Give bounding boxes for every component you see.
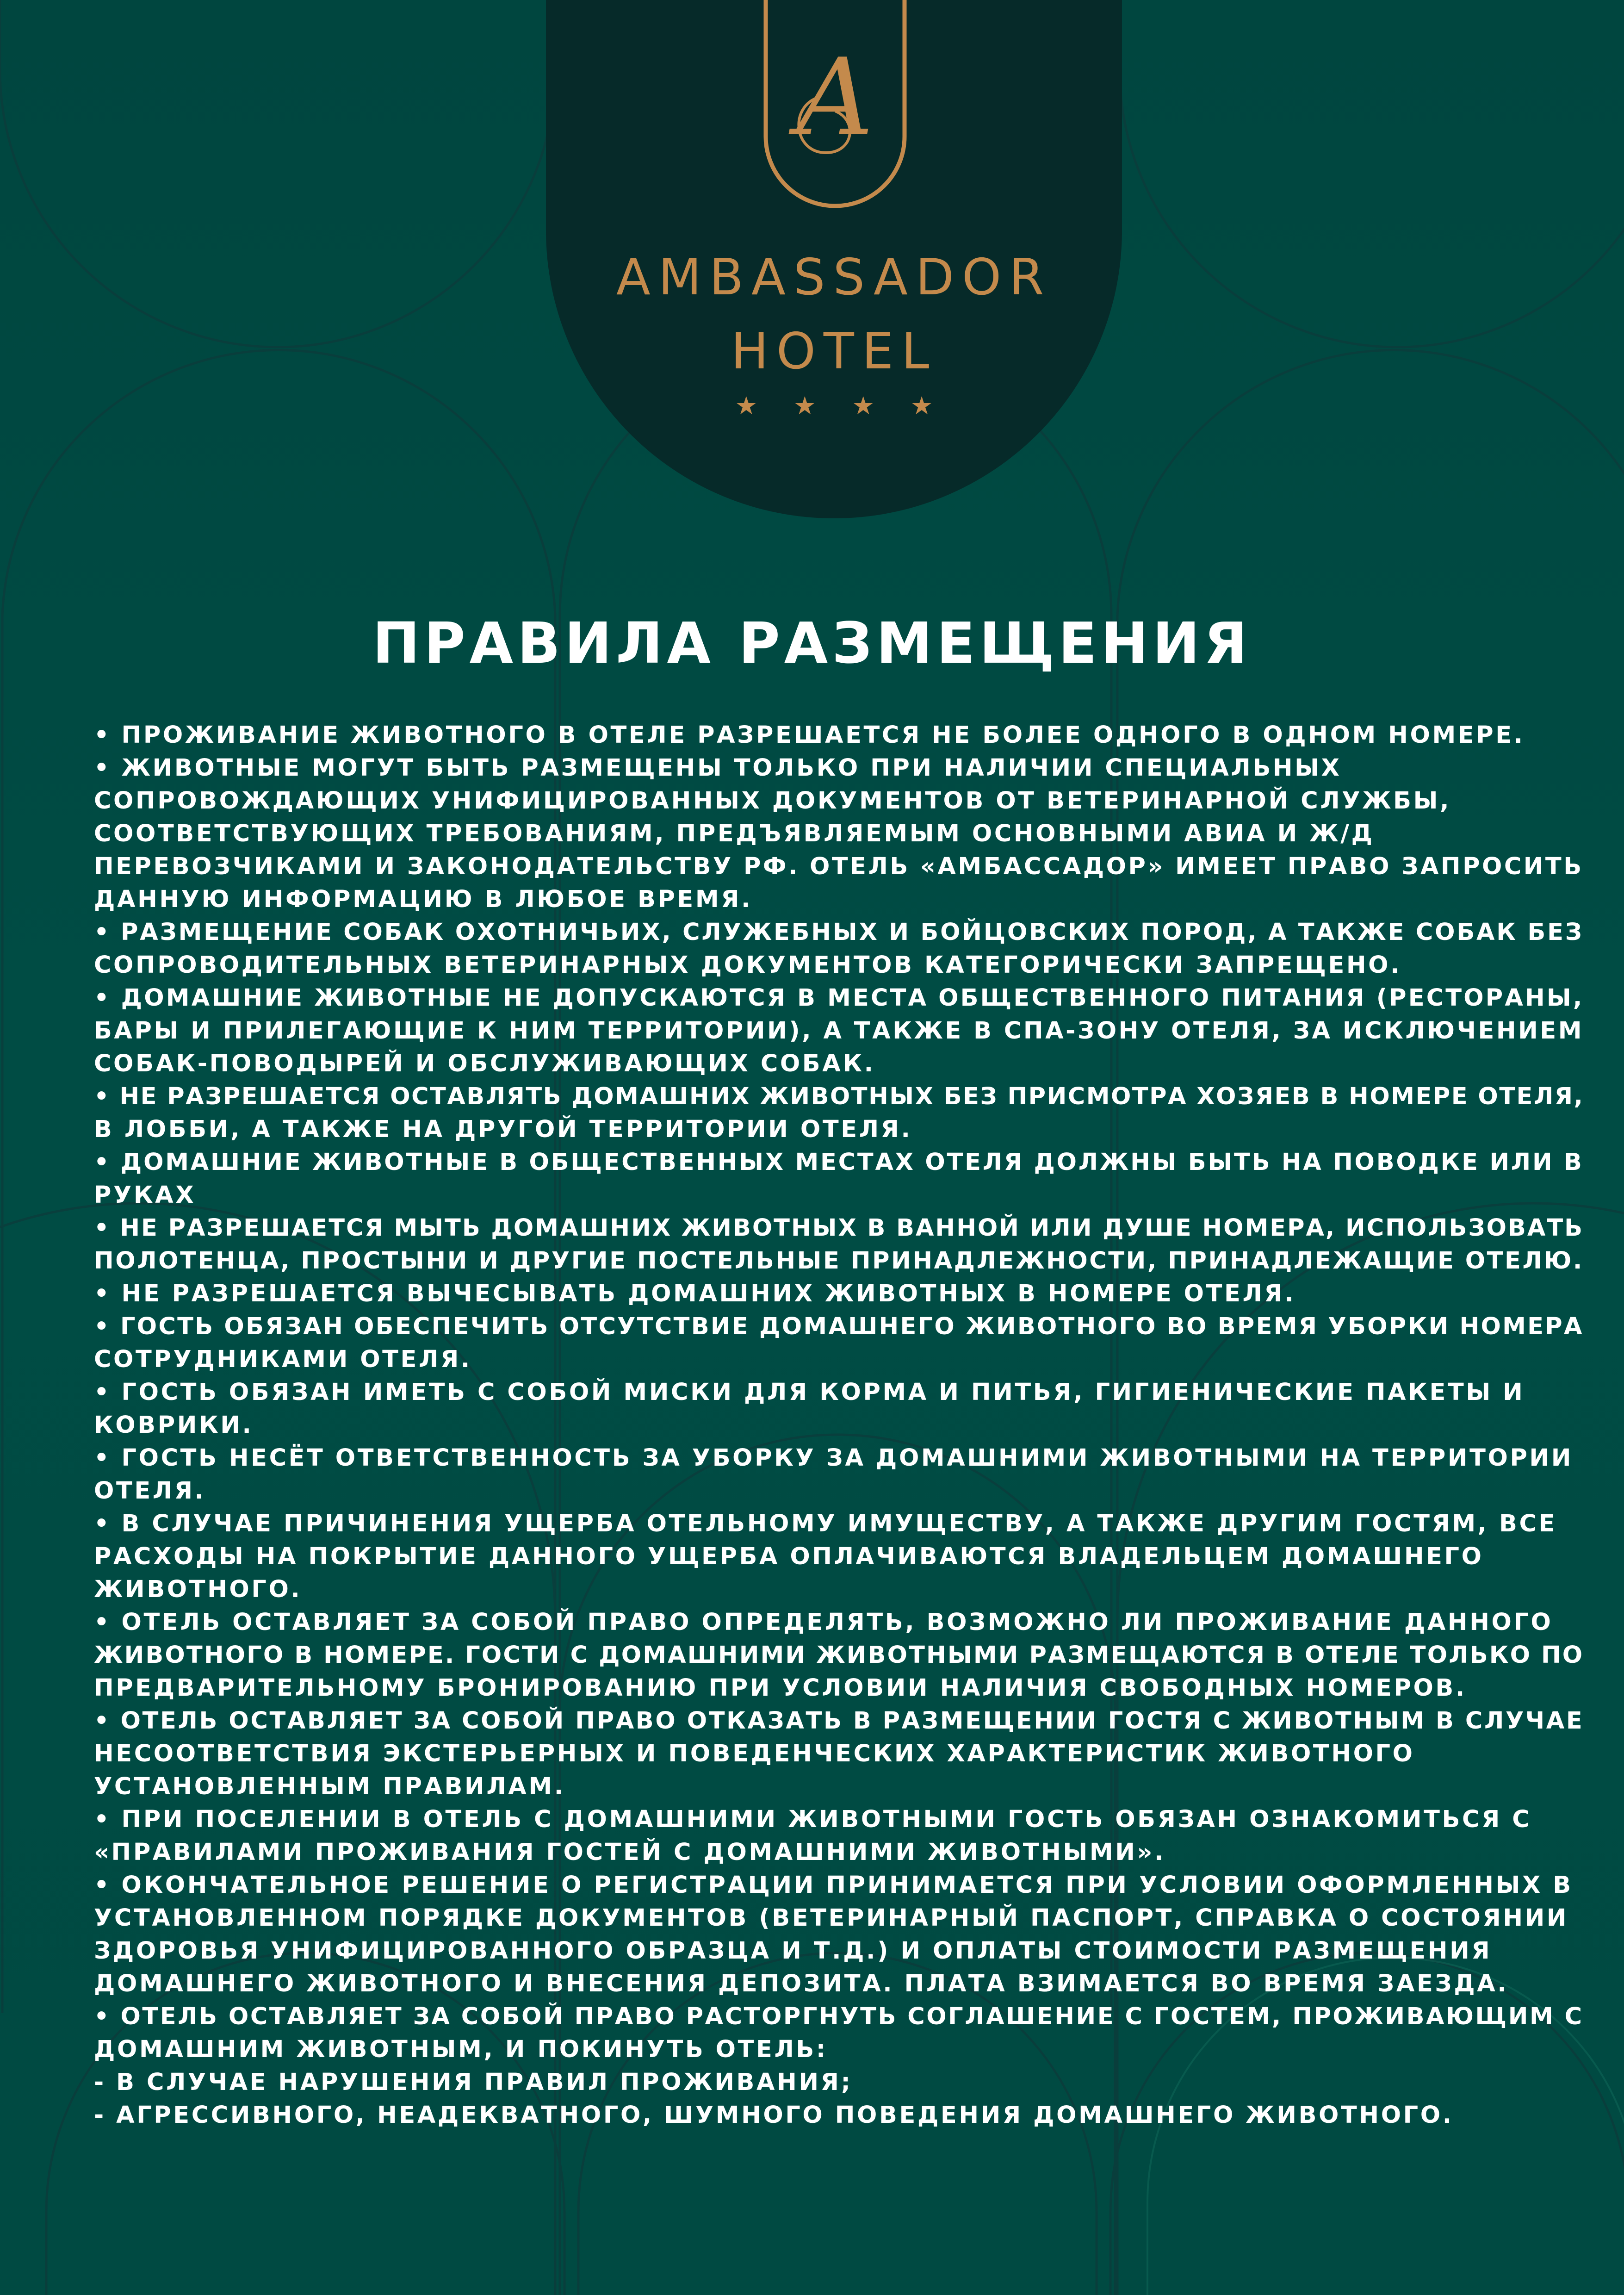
rule-line: • ПРИ ПОСЕЛЕНИИ В ОТЕЛЬ С ДОМАШНИМИ ЖИВОТНЫМИ ГОСТЬ ОБЯЗАН ОЗНАКОМИТЬСЯ С bbox=[94, 1806, 1532, 1833]
rule-line: СОПРОВОЖДАЮЩИХ УНИФИЦИРОВАННЫХ ДОКУМЕНТОВ ОТ ВЕТЕРИНАРНОЙ СЛУЖБЫ, bbox=[94, 787, 1451, 815]
rule-line: БАРЫ И ПРИЛЕГАЮЩИЕ К НИМ ТЕРРИТОРИИ), А ТАКЖЕ В СПА-ЗОНУ ОТЕЛЯ, ЗА ИСКЛЮЧЕНИЕМ bbox=[94, 1017, 1584, 1045]
hotel-type: HOTEL bbox=[731, 323, 937, 380]
rule-line: • В СЛУЧАЕ ПРИЧИНЕНИЯ УЩЕРБА ОТЕЛЬНОМУ ИМУЩЕСТВУ, А ТАКЖЕ ДРУГИМ ГОСТЯМ, ВСЕ bbox=[94, 1510, 1557, 1537]
rule-line: • ГОСТЬ ОБЯЗАН ОБЕСПЕЧИТЬ ОТСУТСТВИЕ ДОМАШНЕГО ЖИВОТНОГО ВО ВРЕМЯ УБОРКИ НОМЕРА bbox=[94, 1313, 1584, 1340]
rule-line: ДОМАШНИМ ЖИВОТНЫМ, И ПОКИНУТЬ ОТЕЛЬ: bbox=[94, 2036, 828, 2063]
rule-line: ЗДОРОВЬЯ УНИФИЦИРОВАННОГО ОБРАЗЦА И Т.Д.) И ОПЛАТЫ СТОИМОСТИ РАЗМЕЩЕНИЯ bbox=[94, 1937, 1492, 1965]
rule-line: В ЛОББИ, А ТАКЖЕ НА ДРУГОЙ ТЕРРИТОРИИ ОТЕЛЯ. bbox=[94, 1116, 912, 1143]
rule-line: ЖИВОТНОГО В НОМЕРЕ. ГОСТИ С ДОМАШНИМИ ЖИВОТНЫМИ РАЗМЕЩАЮТСЯ В ОТЕЛЕ ТОЛЬКО ПО bbox=[94, 1642, 1584, 1669]
rule-line: УСТАНОВЛЕННЫМ ПРАВИЛАМ. bbox=[94, 1773, 565, 1800]
rules-list bbox=[94, 719, 1584, 2132]
rule-line: • ОТЕЛЬ ОСТАВЛЯЕТ ЗА СОБОЙ ПРАВО ОТКАЗАТЬ В РАЗМЕЩЕНИИ ГОСТЯ С ЖИВОТНЫМ В СЛУЧАЕ bbox=[94, 1707, 1584, 1735]
rule-line: ПЕРЕВОЗЧИКАМИ И ЗАКОНОДАТЕЛЬСТВУ РФ. ОТЕЛЬ «АМБАССАДОР» ИМЕЕТ ПРАВО ЗАПРОСИТЬ bbox=[94, 853, 1584, 880]
rule-line: СОТРУДНИКАМИ ОТЕЛЯ. bbox=[94, 1346, 472, 1373]
rule-line: • НЕ РАЗРЕШАЕТСЯ ОСТАВЛЯТЬ ДОМАШНИХ ЖИВОТНЫХ БЕЗ ПРИСМОТРА ХОЗЯЕВ В НОМЕРЕ ОТЕЛЯ, bbox=[94, 1083, 1584, 1110]
hotel-logo-monogram bbox=[761, 0, 909, 211]
rule-line: - В СЛУЧАЕ НАРУШЕНИЯ ПРАВИЛ ПРОЖИВАНИЯ; bbox=[94, 2069, 853, 2096]
rule-line: УСТАНОВЛЕННОМ ПОРЯДКЕ ДОКУМЕНТОВ (ВЕТЕРИНАРНЫЙ ПАСПОРТ, СПРАВКА О СОСТОЯНИИ bbox=[94, 1904, 1569, 1932]
rule-line: • ПРОЖИВАНИЕ ЖИВОТНОГО В ОТЕЛЕ РАЗРЕШАЕТСЯ НЕ БОЛЕЕ ОДНОГО В ОДНОМ НОМЕРЕ. bbox=[94, 721, 1525, 749]
rule-line: • НЕ РАЗРЕШАЕТСЯ МЫТЬ ДОМАШНИХ ЖИВОТНЫХ В ВАННОЙ ИЛИ ДУШЕ НОМЕРА, ИСПОЛЬЗОВАТЬ bbox=[94, 1214, 1584, 1242]
hotel-name: AMBASSADOR bbox=[616, 249, 1052, 306]
rule-line: ДОМАШНЕГО ЖИВОТНОГО И ВНЕСЕНИЯ ДЕПОЗИТА. ПЛАТА ВЗИМАЕТСЯ ВО ВРЕМЯ ЗАЕЗДА. bbox=[94, 1970, 1509, 1997]
rule-line: КОВРИКИ. bbox=[94, 1412, 254, 1439]
rule-line: ЖИВОТНОГО. bbox=[94, 1576, 302, 1603]
rule-line: • ДОМАШНИЕ ЖИВОТНЫЕ В ОБЩЕСТВЕННЫХ МЕСТАХ ОТЕЛЯ ДОЛЖНЫ БЫТЬ НА ПОВОДКЕ ИЛИ В bbox=[94, 1149, 1584, 1176]
rule-line: «ПРАВИЛАМИ ПРОЖИВАНИЯ ГОСТЕЙ С ДОМАШНИМИ ЖИВОТНЫМИ». bbox=[94, 1839, 1166, 1866]
rule-line: СООТВЕТСТВУЮЩИХ ТРЕБОВАНИЯМ, ПРЕДЪЯВЛЯЕМЫМ ОСНОВНЫМИ АВИА И Ж/Д bbox=[94, 820, 1375, 847]
rule-line: • ОКОНЧАТЕЛЬНОЕ РЕШЕНИЕ О РЕГИСТРАЦИИ ПРИНИМАЕТСЯ ПРИ УСЛОВИИ ОФОРМЛЕННЫХ В bbox=[94, 1872, 1573, 1899]
rule-line: • ДОМАШНИЕ ЖИВОТНЫЕ НЕ ДОПУСКАЮТСЯ В МЕСТА ОБЩЕСТВЕННОГО ПИТАНИЯ (РЕСТОРАНЫ, bbox=[94, 984, 1584, 1012]
rule-line: РАСХОДЫ НА ПОКРЫТИЕ ДАННОГО УЩЕРБА ОПЛАЧИВАЮТСЯ ВЛАДЕЛЬЦЕМ ДОМАШНЕГО bbox=[94, 1543, 1484, 1570]
rule-line: СОБАК-ПОВОДЫРЕЙ И ОБСЛУЖИВАЮЩИХ СОБАК. bbox=[94, 1050, 875, 1077]
rule-line: НЕСООТВЕТСТВИЯ ЭКСТЕРЬЕРНЫХ И ПОВЕДЕНЧЕСКИХ ХАРАКТЕРИСТИК ЖИВОТНОГО bbox=[94, 1740, 1415, 1767]
rule-line: ПРЕДВАРИТЕЛЬНОМУ БРОНИРОВАНИЮ ПРИ УСЛОВИИ НАЛИЧИЯ СВОБОДНЫХ НОМЕРОВ. bbox=[94, 1674, 1467, 1702]
rule-line: ПОЛОТЕНЦА, ПРОСТЫНИ И ДРУГИЕ ПОСТЕЛЬНЫЕ ПРИНАДЛЕЖНОСТИ, ПРИНАДЛЕЖАЩИЕ ОТЕЛЮ. bbox=[94, 1247, 1584, 1275]
rule-line: • ОТЕЛЬ ОСТАВЛЯЕТ ЗА СОБОЙ ПРАВО ОПРЕДЕЛЯТЬ, ВОЗМОЖНО ЛИ ПРОЖИВАНИЕ ДАННОГО bbox=[94, 1609, 1553, 1636]
rule-line: СОПРОВОДИТЕЛЬНЫХ ВЕТЕРИНАРНЫХ ДОКУМЕНТОВ КАТЕГОРИЧЕСКИ ЗАПРЕЩЕНО. bbox=[94, 952, 1402, 979]
star-rating: ★★★★ bbox=[735, 391, 969, 420]
rule-line: • ЖИВОТНЫЕ МОГУТ БЫТЬ РАЗМЕЩЕНЫ ТОЛЬКО ПРИ НАЛИЧИИ СПЕЦИАЛЬНЫХ bbox=[94, 754, 1342, 782]
rule-line: • ОТЕЛЬ ОСТАВЛЯЕТ ЗА СОБОЙ ПРАВО РАСТОРГНУТЬ СОГЛАШЕНИЕ С ГОСТЕМ, ПРОЖИВАЮЩИМ С bbox=[94, 2003, 1584, 2030]
rule-line: • ГОСТЬ ОБЯЗАН ИМЕТЬ С СОБОЙ МИСКИ ДЛЯ КОРМА И ПИТЬЯ, ГИГИЕНИЧЕСКИЕ ПАКЕТЫ И bbox=[94, 1379, 1525, 1406]
rule-line: РУКАХ bbox=[94, 1182, 196, 1209]
page-title: ПРАВИЛА РАЗМЕЩЕНИЯ bbox=[372, 610, 1252, 676]
rule-line: • РАЗМЕЩЕНИЕ СОБАК ОХОТНИЧЬИХ, СЛУЖЕБНЫХ И БОЙЦОВСКИХ ПОРОД, А ТАКЖЕ СОБАК БЕЗ bbox=[94, 919, 1584, 946]
rule-line: • НЕ РАЗРЕШАЕТСЯ ВЫЧЕСЫВАТЬ ДОМАШНИХ ЖИВОТНЫХ В НОМЕРЕ ОТЕЛЯ. bbox=[94, 1280, 1296, 1307]
rule-line: ОТЕЛЯ. bbox=[94, 1477, 206, 1505]
logo-monogram-letter: A bbox=[796, 36, 874, 160]
rule-line: - АГРЕССИВНОГО, НЕАДЕКВАТНОГО, ШУМНОГО ПОВЕДЕНИЯ ДОМАШНЕГО ЖИВОТНОГО. bbox=[94, 2102, 1454, 2129]
rule-line: ДАННУЮ ИНФОРМАЦИЮ В ЛЮБОЕ ВРЕМЯ. bbox=[94, 886, 753, 913]
rule-line: • ГОСТЬ НЕСЁТ ОТВЕТСТВЕННОСТЬ ЗА УБОРКУ ЗА ДОМАШНИМИ ЖИВОТНЫМИ НА ТЕРРИТОРИИ bbox=[94, 1444, 1573, 1472]
